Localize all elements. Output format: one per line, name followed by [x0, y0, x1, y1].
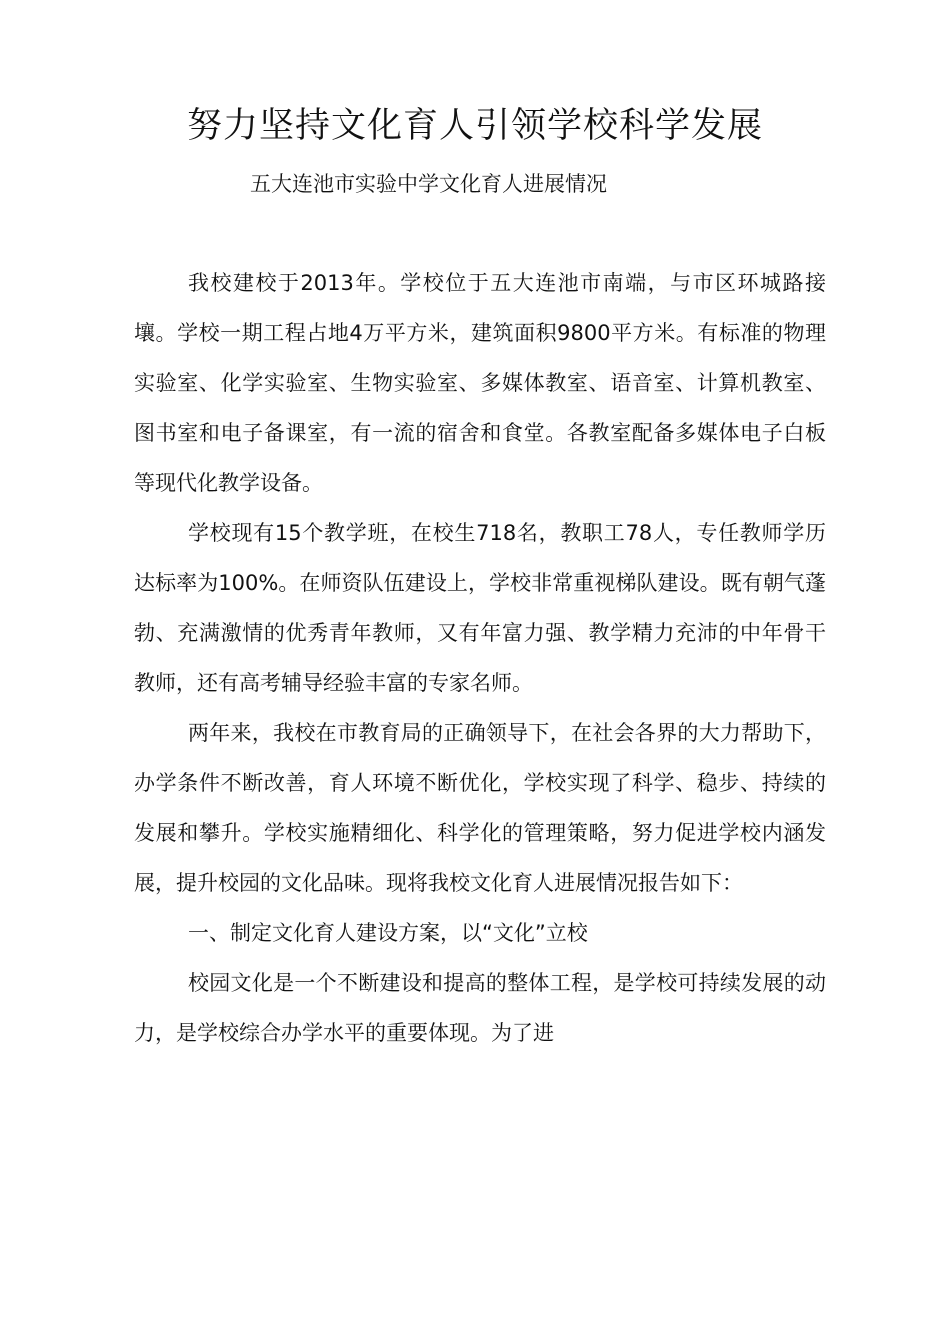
paragraph-development: 两年来，我校在市教育局的正确领导下，在社会各界的大力帮助下，办学条件不断改善，育人环境不断优化，学校实现了科学、稳步、持续的发展和攀升。学校实施精细化、科学化的管理策略，努力促进学校内涵发展，提升校园的文化品味。现将我校文化育人进展情况报告如下： [134, 721, 826, 895]
paragraph-campus-culture: 校园文化是一个不断建设和提高的整体工程，是学校可持续发展的动力，是学校综合办学水平的重要体现。为了进 [134, 971, 826, 1045]
document-title: 努力坚持文化育人引领学校科学发展 [186, 106, 763, 146]
document-subtitle: 五大连池市实验中学文化育人进展情况 [250, 172, 607, 196]
section-heading: 一、制定文化育人建设方案，以“文化”立校 [188, 921, 588, 945]
document-body [134, 258, 826, 1058]
paragraph-staff: 学校现有15个教学班，在校生718名，教职工78人，专任教师学历达标率为100%。在师资队伍建设上，学校非常重视梯队建设。既有朝气蓬勃、充满激情的优秀青年教师，又有年富力强、教学精力充沛的中年骨干教师，还有高考辅导经验丰富的专家名师。 [134, 521, 826, 695]
paragraph-school-overview: 我校建校于2013年。学校位于五大连池市南端，与市区环城路接壤。学校一期工程占地4万平方米，建筑面积9800平方米。有标准的物理实验室、化学实验室、生物实验室、多媒体教室、语音室、计算机教室、图书室和电子备课室，有一流的宿舍和食堂。各教室配备多媒体电子白板等现代化教学设备。 [134, 271, 826, 495]
